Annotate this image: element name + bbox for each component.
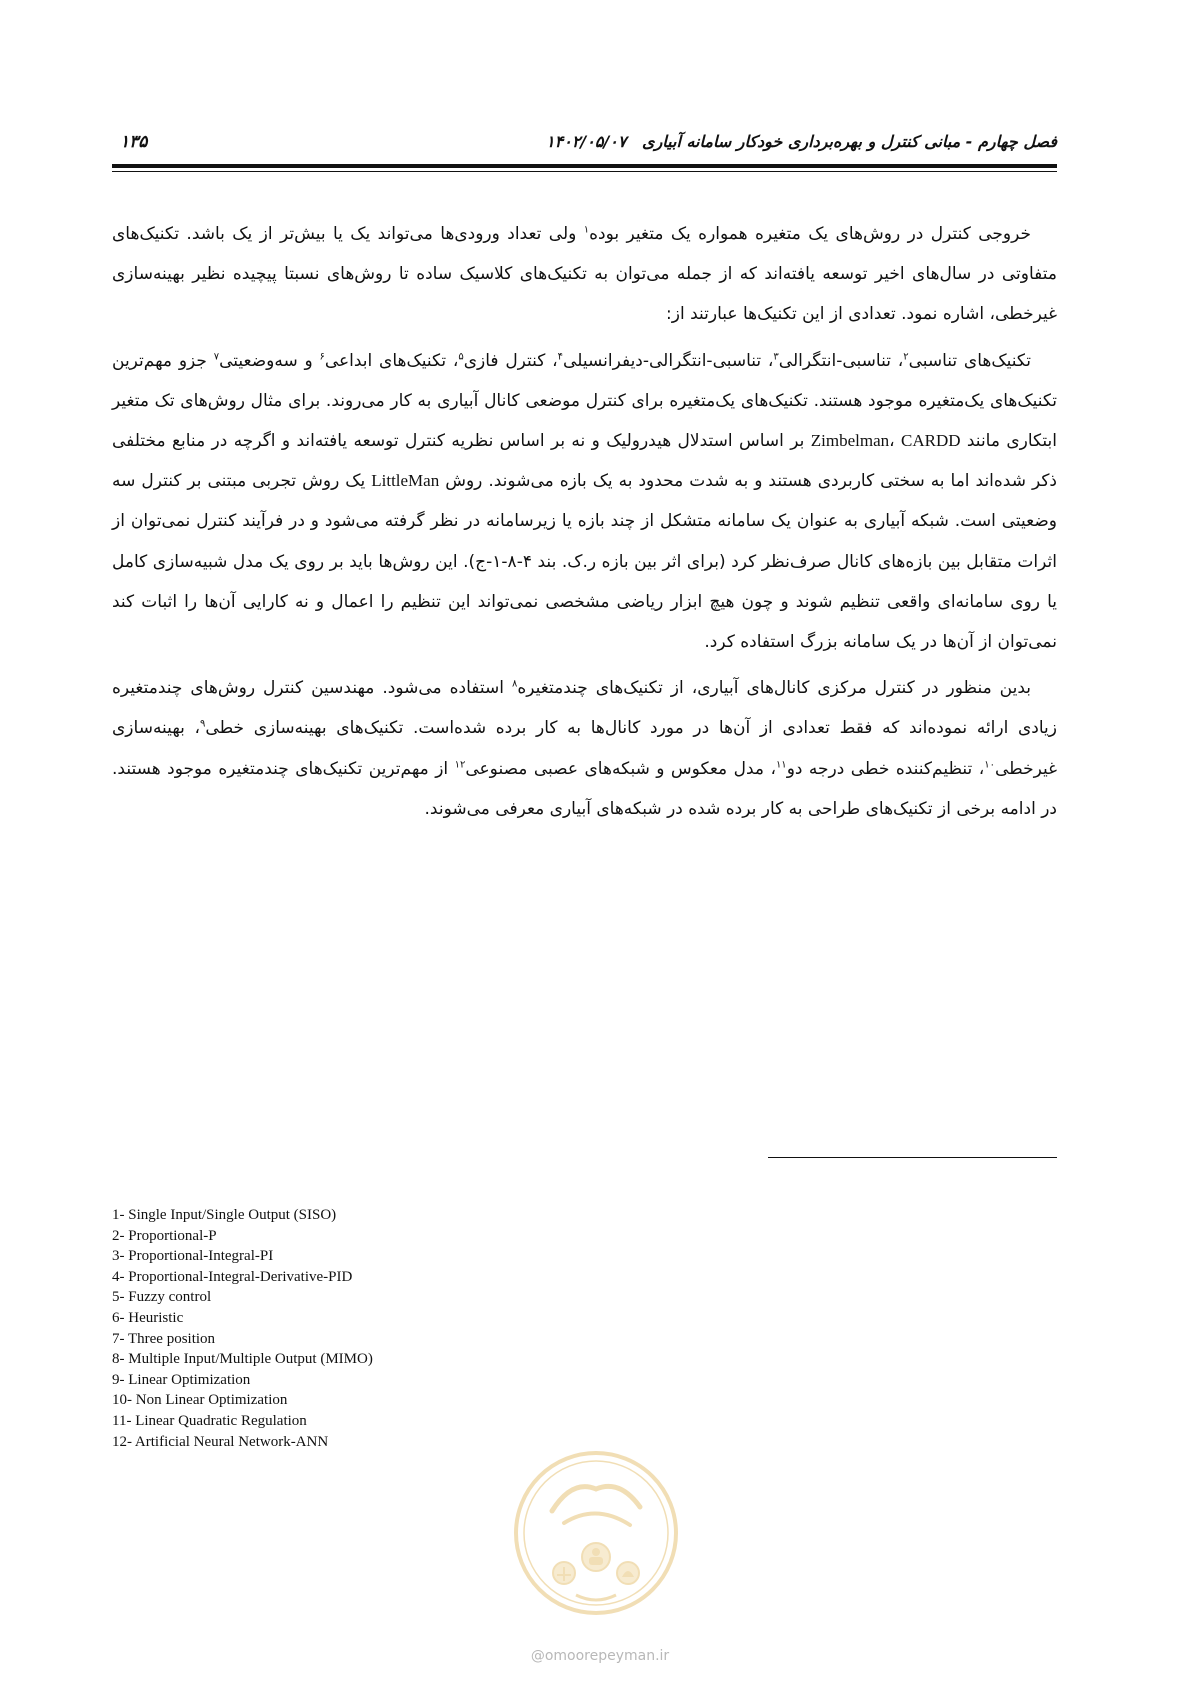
footnote-ref-1: ۱ [583,224,590,236]
paragraph-2: تکنیک‌های تناسبی$^۲$، تناسبی-انتگرالی$^۳$، تناسبی-انتگرالی-دیفرانسیلی$^۴$، کنترل فازی$^۵$، تکنیک‌های ابداعی$^۶$ و سه‌وضعیتی$^۷$ جزو مهم‌ترین تکنیک‌های یک‌متغیره موجود هستند. تکنیک‌های یک‌متغیره برای کنترل موضعی کانال آبیاری به کار می‌روند. برای مثال روش‌های تک متغیر ابتکاری مانند Zimbelman، CARDD بر اساس استدلال هیدرولیک و نه بر اساس نظریه کنترل توسعه یافته‌اند و اگرچه در منابع مختلفی ذکر شده‌اند اما به سختی کاربردی هستند و به شدت محدود به یک بازه می‌شوند. روش LittleMan یک روش تجربی مبتنی بر کنترل سه وضعیتی است. شبکه آبیاری به عنوان یک سامانه متشکل از چند بازه یا زیرسامانه در نظر گرفته می‌شود و در فرآیند کنترل نمی‌توان از اثرات متقابل بین بازه‌های کانال صرف‌نظر کرد (برای اثر بین بازه ر.ک. بند ۴-۸-۱-ج). این روش‌ها باید بر روی یک مدل شبیه‌سازی کامل یا روی سامانه‌ای واقعی تنظیم شوند و چون هیچ ابزار ریاضی مشخصی نمی‌تواند این تنظیم را اعمال و نه کارایی آن‌ها را اثبات کند نمی‌توان از آن‌ها در یک سامانه بزرگ استفاده کرد. [112,350,1057,653]
term-littleman: LittleMan [371,471,440,491]
footnote-item: 4- Proportional-Integral-Derivative-PID [112,1268,353,1285]
omoorepeyman-seal-icon [512,1449,680,1617]
footnote-item: 10- Non Linear Optimization [112,1392,288,1409]
footnote-item: 9- Linear Optimization [112,1371,251,1388]
body-text [112,214,1057,835]
footnote-item: 3- Proportional-Integral-PI [112,1248,274,1265]
footnote-ref-4: ۴ [557,350,564,362]
page-header [112,128,1057,168]
watermark-url: @omoorepeyman.ir [530,1648,670,1664]
footnote-ref-7: ۷ [213,350,220,362]
footnote-item: 2- Proportional-P [112,1227,217,1244]
footnote-ref-10: ۱۰ [984,758,995,770]
footnote-ref-11: ۱۱ [775,758,787,770]
paragraph-1: خروجی کنترل در روش‌های یک متغیره همواره یک متغیر بوده$^۱$ ولی تعداد ورودی‌ها می‌تواند یک یا بیش‌تر از یک باشد. تکنیک‌های متفاوتی در سال‌های اخیر توسعه یافته‌اند که از جمله می‌توان به تکنیک‌های کلاسیک ساده تا روش‌های نسبتا پیچیده نظیر بهینه‌سازی غیرخطی، اشاره نمود. تعدادی از این تکنیک‌ها عبارتند از: [112,224,1057,325]
chapter-title: فصل چهارم - مبانی کنترل و بهره‌برداری خودکار سامانه آبیاری [642,132,1057,151]
footnote-item: 5- Fuzzy control [112,1289,212,1306]
footnote-item: 8- Multiple Input/Multiple Output (MIMO) [112,1351,373,1368]
footnote-item: 7- Three position [112,1330,216,1347]
footnote-item: 1- Single Input/Single Output (SISO) [112,1207,337,1223]
footnote-ref-9: ۹ [200,718,206,730]
footnote-ref-5: ۵ [458,350,464,362]
footnote-ref-6: ۶ [319,350,325,362]
footnote-separator [768,1157,1057,1158]
page-number: ۱۳۵ [120,132,148,152]
header-rule-thick [112,164,1057,168]
header-rule-thin [112,171,1057,172]
paragraph-3: بدین منظور در کنترل مرکزی کانال‌های آبیاری، از تکنیک‌های چندمتغیره$^۸$ استفاده می‌شود. مهندسین کنترل روش‌های چندمتغیره زیادی ارائه نموده‌اند که فقط تعدادی از آن‌ها در مورد کانال‌ها به کار برده شده‌است. تکنیک‌های بهینه‌سازی خطی$^۹$، بهینه‌سازی غیرخطی$^{۱۰}$، تنظیم‌کننده خطی درجه دو$^{۱۱}$، مدل معکوس و شبکه‌های عصبی مصنوعی$^{۱۲}$ از مهم‌ترین تکنیک‌های چندمتغیره موجود هستند. در ادامه برخی از تکنیک‌های طراحی به کار برده شده در شبکه‌های آبیاری معرفی می‌شوند. [112,678,1057,819]
footnotes [112,1205,612,1452]
term-cardd: CARDD [901,431,961,451]
footnote-item: 6- Heuristic [112,1309,184,1326]
header-date: ۱۴۰۲/۰۵/۰۷ [546,132,627,151]
running-title [546,132,1057,151]
footnote-ref-8: ۸ [511,678,518,690]
footnote-ref-12: ۱۲ [454,758,466,770]
footnote-ref-2: ۲ [903,350,909,362]
footnote-item: 11- Linear Quadratic Regulation [112,1412,307,1429]
term-zimbelman: Zimbelman [810,431,890,451]
footnote-ref-3: ۳ [773,350,779,362]
footnote-item: 12- Artificial Neural Network-ANN [112,1433,329,1450]
